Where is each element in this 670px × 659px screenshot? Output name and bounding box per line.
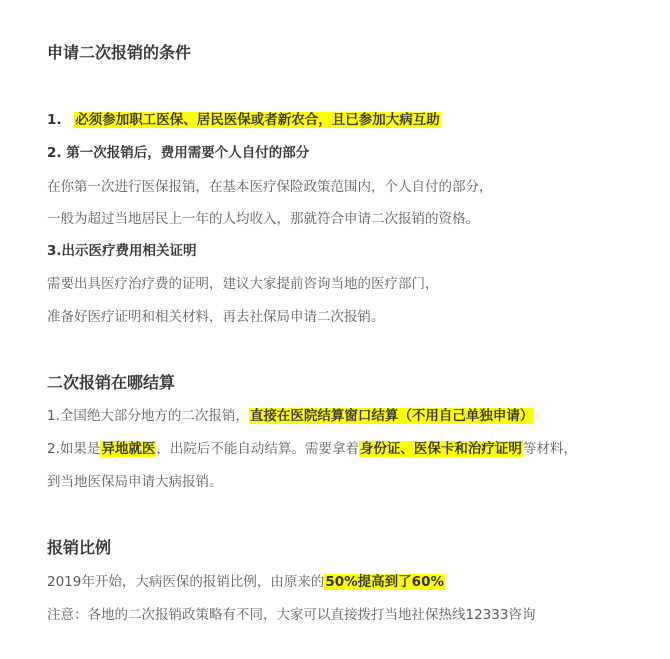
settlement-line-1-highlight: 直接在医院结算窗口结算（不用自己单独申请） [249,408,534,424]
settlement-line-1 [47,406,534,426]
condition-item-1-highlight: 必须参加职工医保、居民医保或者新农合，且已参加大病互助 [75,112,440,128]
ratio-line-1-text: 2019年开始，大病医保的报销比例，由原来的 [47,574,325,590]
ratio-line-1-highlight: 50%提高到了60% [325,574,444,590]
condition-item-3: 3.出示医疗费用相关证明 [47,243,197,259]
ratio-line-1 [47,572,445,592]
ratio-line-2: 注意：各地的二次报销政策略有不同，大家可以直接拨打当地社保热线12333咨询 [47,607,536,623]
section-heading-ratio: 报销比例 [47,538,112,557]
settlement-line-1-text: 1.全国绝大部分地方的二次报销， [47,408,249,424]
condition-item-2: 2. 第一次报销后，费用需要个人自付的部分 [47,145,310,161]
section-heading-settlement: 二次报销在哪结算 [47,373,176,392]
condition-item-3-body-line-2: 准备好医疗证明和相关材料，再去社保局申请二次报销。 [47,309,385,325]
settlement-line-2 [47,439,577,459]
settlement-line-3: 到当地医保局申请大病报销。 [47,474,223,490]
settlement-line-2-text-b: ，出院后不能自动结算。需要拿着 [156,441,359,457]
condition-item-1-number: 1. [47,112,62,128]
condition-item-1 [47,110,441,130]
settlement-line-2-highlight-a: 异地就医 [101,441,156,457]
settlement-line-2-highlight-b: 身份证、医保卡和治疗证明 [359,441,522,457]
section-heading-conditions: 申请二次报销的条件 [47,43,192,62]
condition-item-3-body-line-1: 需要出具医疗治疗费的证明，建议大家提前咨询当地的医疗部门， [47,276,439,292]
condition-item-2-body-line-1: 在你第一次进行医保报销，在基本医疗保险政策范围内，个人自付的部分， [47,179,493,195]
settlement-line-2-text-a: 2.如果是 [47,441,101,457]
settlement-line-2-text-c: 等材料， [522,441,577,457]
condition-item-2-body-line-2: 一般为超过当地居民上一年的人均收入，那就符合申请二次报销的资格。 [47,211,479,227]
